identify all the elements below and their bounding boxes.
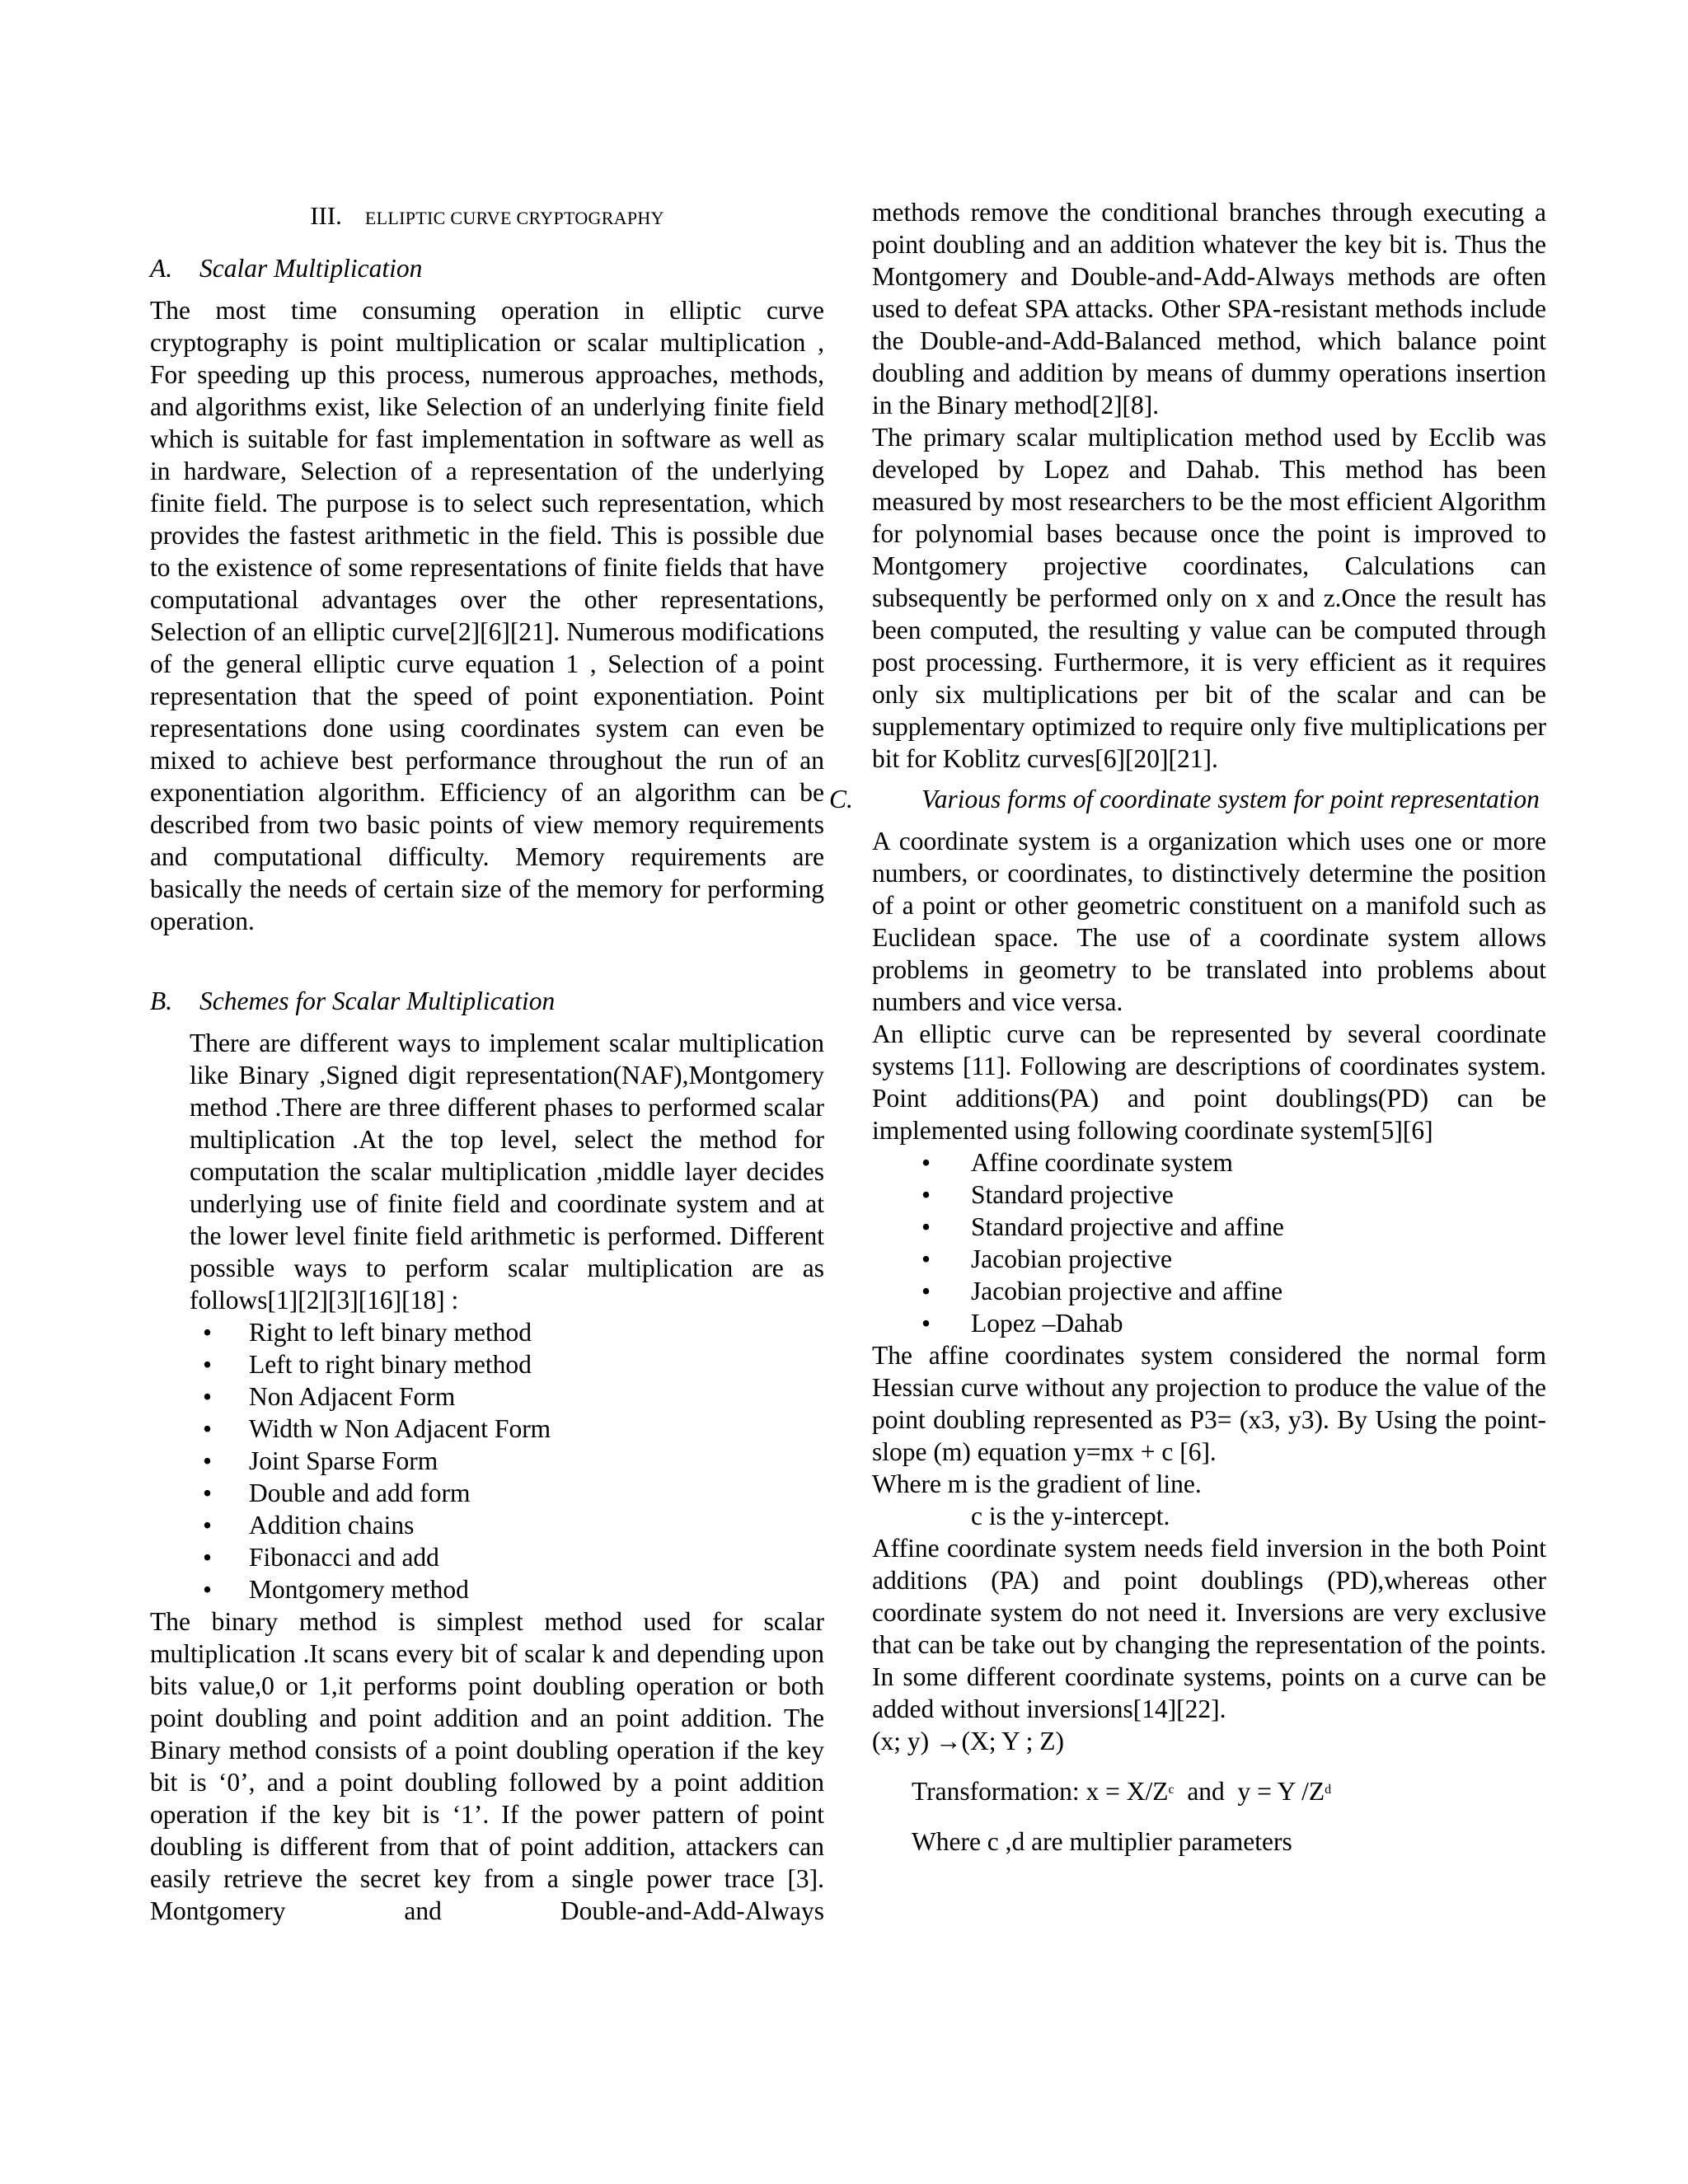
list-item: • Standard projective <box>872 1179 1546 1211</box>
list-item: • Non Adjacent Form <box>150 1380 824 1413</box>
subsection-c-heading <box>829 783 1546 815</box>
right-column <box>829 196 1546 1858</box>
paragraph-binary-method: The binary method is simplest method used for scalar multiplication .It scans every bit of scalar k and depending upon bits value,0 or 1,it performs point doubling operation or both point doubling and point addition and an point addition. The Binary method consists of a point doubling operation if the key bit is ‘0’, and a point doubling followed by a point addition operation if the key bit is ‘1’. If the power pattern of point doubling is different from that of point addition, attackers can easily retrieve the secret key from a single power trace [3]. Montgomery and Double-and-Add-Always <box>150 1607 824 1925</box>
left-column <box>150 196 824 1927</box>
section-number: III. <box>310 201 342 230</box>
list-item: • Addition chains <box>150 1509 824 1541</box>
paragraph-schemes: There are different ways to implement scalar multiplication like Binary ,Signed digit representation(NAF),Montgomery method .There are three different phases to performed scalar multiplication .At the top level, select the method for computation the scalar multiplication ,middle layer decides underlying use of finite field and coordinate system and at the lower level finite field arithmetic is performed. Different possible ways to perform scalar multiplication are as follows[1][2][3][16][18] : <box>190 1029 824 1315</box>
section-heading <box>150 199 824 234</box>
list-item: • Width w Non Adjacent Form <box>150 1413 824 1445</box>
paragraph-inversion: Affine coordinate system needs field inversion in the both Point additions (PA) and point doublings (PD),whereas other coordinate system do not need it. Inversions are very exclusive that can be take out by changing the representation of the points. In some different coordinate systems, points on a curve can be added without inversions[14][22]. <box>872 1534 1546 1723</box>
subsection-b-title: Schemes for Scalar Multiplication <box>199 987 556 1015</box>
subsection-c-label: C. <box>829 785 853 813</box>
where-parameters: Where c ,d are multiplier parameters <box>912 1827 1292 1856</box>
paragraph-scalar-multiplication: The most time consuming operation in elliptic curve cryptography is point multiplication or scalar multiplication , For speeding up this process, numerous approaches, methods, and algorithms exist, like Selection of an underlying finite field which is suitable for fast implementation in software as well as in hardware, Selection of a representation of the underlying finite field. The purpose is to select such representation, which provides the fastest arithmetic in the field. This is possible due to the existence of some representations of finite fields that have computational advantages over the other representations, Selection of an elliptic curve[2][6][21]. Numerous modifications of the general elliptic curve equation 1 , Selection of a point representation that the speed of point exponentiation. Point representations done using coordinates system can even be mixed to achieve best performance throughout the run of an exponentiation algorithm. Efficiency of an algorithm can be described from two basic points of view memory requirements and computational difficulty. Memory requirements are basically the needs of certain size of the memory for performing operation. <box>150 296 824 935</box>
subsection-a-title: Scalar Multiplication <box>199 254 423 283</box>
transform-exponent-d: d <box>1325 1783 1332 1797</box>
list-item: • Joint Sparse Form <box>150 1445 824 1477</box>
paragraph-ecclib: The primary scalar multiplication method used by Ecclib was developed by Lopez and Dahab. This method has been measured by most researchers to be the most efficient Algorithm for polynomial bases because once the point is improved to Montgomery projective coordinates, Calculations can subsequently be performed only on x and z.Once the result has been computed, the resulting y value can be computed through post processing. Furthermore, it is very efficient as it requires only six multiplications per bit of the scalar and can be supplementary optimized to require only five multiplications per bit for Koblitz curves[6][20][21]. <box>872 423 1546 773</box>
subsection-b-label: B. <box>150 987 173 1015</box>
subsection-a-label: A. <box>150 254 173 283</box>
list-item: • Standard projective and affine <box>872 1211 1546 1243</box>
list-item: • Affine coordinate system <box>872 1146 1546 1179</box>
transform-exponent-c: c <box>1168 1783 1175 1797</box>
where-intercept: c is the y-intercept. <box>971 1502 1170 1530</box>
transform-prefix: Transformation: x = X/Z <box>912 1777 1169 1806</box>
scalar-methods-list <box>150 1316 824 1605</box>
subsection-b-heading <box>150 985 824 1017</box>
list-item: • Double and add form <box>150 1477 824 1509</box>
transformation-formula <box>912 1775 1546 1807</box>
subsection-a-heading <box>150 252 824 284</box>
where-gradient: Where m is the gradient of line. <box>872 1469 1202 1498</box>
mapping-formula: (x; y) →(X; Y ; Z) <box>872 1727 1064 1755</box>
paragraph-affine: The affine coordinates system considered the normal form Hessian curve without any projection to produce the value of the point doubling represented as P3= (x3, y3). By Using the point-slope (m) equation y=mx + c [6]. <box>872 1341 1546 1466</box>
paragraph-binary-method-continued: methods remove the conditional branches through executing a point doubling and an addition whatever the key bit is. Thus the Montgomery and Double-and-Add-Always methods are often used to defeat SPA attacks. Other SPA-resistant methods include the Double-and-Add-Balanced method, which balance point doubling and addition by means of dummy operations insertion in the Binary method[2][8]. <box>872 198 1546 419</box>
paragraph-coordinate-system: A coordinate system is a organization which uses one or more numbers, or coordinates, to distinctively determine the position of a point or other geometric constituent on a manifold such as Euclidean space. The use of a coordinate system allows problems in geometry to be translated into problems about numbers and vice versa. <box>872 827 1546 1016</box>
transform-mid: and y = Y /Z <box>1174 1777 1325 1806</box>
list-item: • Fibonacci and add <box>150 1541 824 1573</box>
section-title: ELLIPTIC CURVE CRYPTOGRAPHY <box>364 208 664 228</box>
list-item: • Jacobian projective and affine <box>872 1275 1546 1307</box>
list-item: • Left to right binary method <box>150 1348 824 1380</box>
list-item: • Jacobian projective <box>872 1243 1546 1275</box>
list-item: • Lopez –Dahab <box>872 1307 1546 1339</box>
list-item: • Montgomery method <box>150 1573 824 1605</box>
subsection-c-title: Various forms of coordinate system for point representation <box>921 785 1540 813</box>
paragraph-elliptic-representation: An elliptic curve can be represented by several coordinate systems [11]. Following are descriptions of coordinates system. Point additions(PA) and point doublings(PD) can be implemented using following coordinate system[5][6] <box>872 1019 1546 1145</box>
list-item: • Right to left binary method <box>150 1316 824 1348</box>
coordinate-systems-list <box>872 1146 1546 1339</box>
